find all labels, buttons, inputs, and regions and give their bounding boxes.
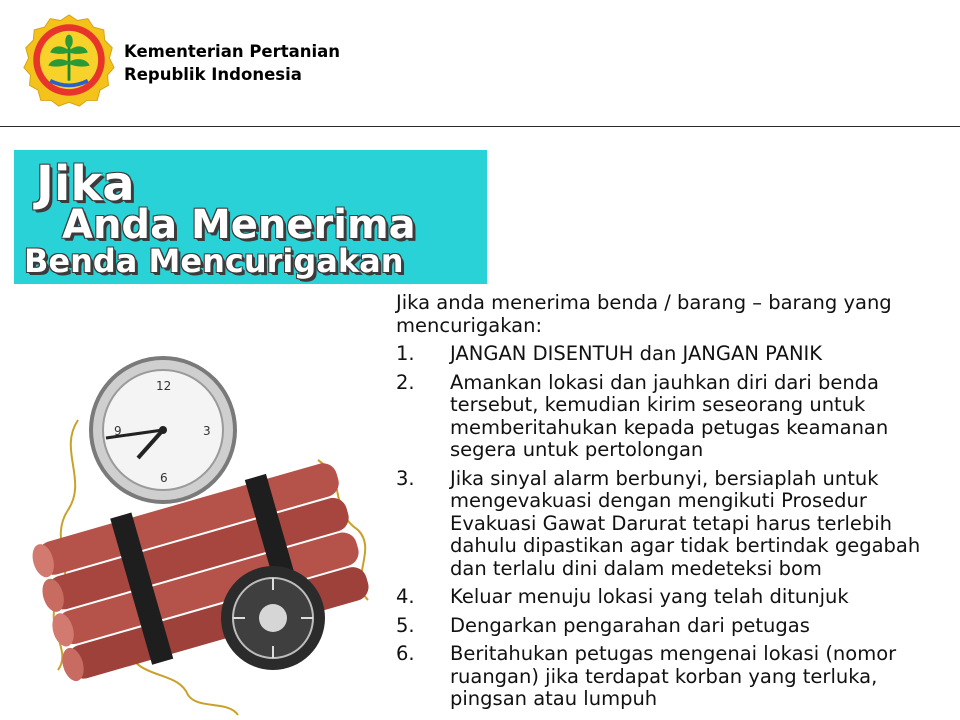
svg-text:9: 9 xyxy=(114,424,122,438)
list-item xyxy=(396,468,936,581)
instructions xyxy=(396,292,936,717)
list-item-number: 2. xyxy=(396,370,415,394)
instructions-list xyxy=(396,343,936,711)
list-item-text: Jika sinyal alarm berbunyi, bersiaplah untuk mengevakuasi dengan mengikuti Prosedur Evakuasi Gawat Darurat tetapi harus terlebih dahulu dipastikan agar tidak bertindak gegabah dan terlalu dini dalam medeteksi bom xyxy=(450,466,921,580)
list-item xyxy=(396,343,936,366)
banner-line3: Benda Mencurigakan xyxy=(24,242,404,280)
header-divider xyxy=(0,126,960,127)
list-item-text: Beritahukan petugas mengenai lokasi (nomor ruangan) jika terdapat korban yang terluka, pingsan atau lumpuh xyxy=(450,642,897,710)
organization-name xyxy=(124,40,340,86)
list-item-text: Dengarkan pengarahan dari petugas xyxy=(450,613,810,637)
list-item-number: 1. xyxy=(396,342,415,365)
ministry-emblem-icon xyxy=(22,13,116,107)
list-item-number: 3. xyxy=(396,466,415,490)
list-item xyxy=(396,586,936,609)
dynamite-time-bomb-icon xyxy=(18,350,388,720)
list-item-text: Amankan lokasi dan jauhkan diri dari benda tersebut, kemudian kirim seseorang untuk memberitahukan kepada petugas keamanan segera untuk pertolongan xyxy=(450,370,889,461)
banner-line2: Anda Menerima xyxy=(62,202,416,248)
title-banner xyxy=(14,150,487,284)
banner-line1: Jika xyxy=(36,156,135,212)
list-item-text: Keluar menuju lokasi yang telah ditunjuk xyxy=(450,585,849,608)
organization-name-line1: Kementerian Pertanian xyxy=(124,42,341,61)
list-item xyxy=(396,615,936,638)
instructions-intro: Jika anda menerima benda / barang – barang yang mencurigakan: xyxy=(396,291,892,337)
list-item-text: JANGAN DISENTUH dan JANGAN PANIK xyxy=(450,342,823,365)
list-item-number: 4. xyxy=(396,585,415,608)
list-item xyxy=(396,643,936,711)
list-item-number: 6. xyxy=(396,642,415,665)
list-item-number: 5. xyxy=(396,613,415,637)
svg-text:6: 6 xyxy=(160,471,168,485)
svg-text:3: 3 xyxy=(203,424,211,438)
header xyxy=(0,0,960,127)
list-item xyxy=(396,372,936,462)
organization-name-line2: Republik Indonesia xyxy=(124,65,302,84)
svg-text:12: 12 xyxy=(156,379,172,393)
